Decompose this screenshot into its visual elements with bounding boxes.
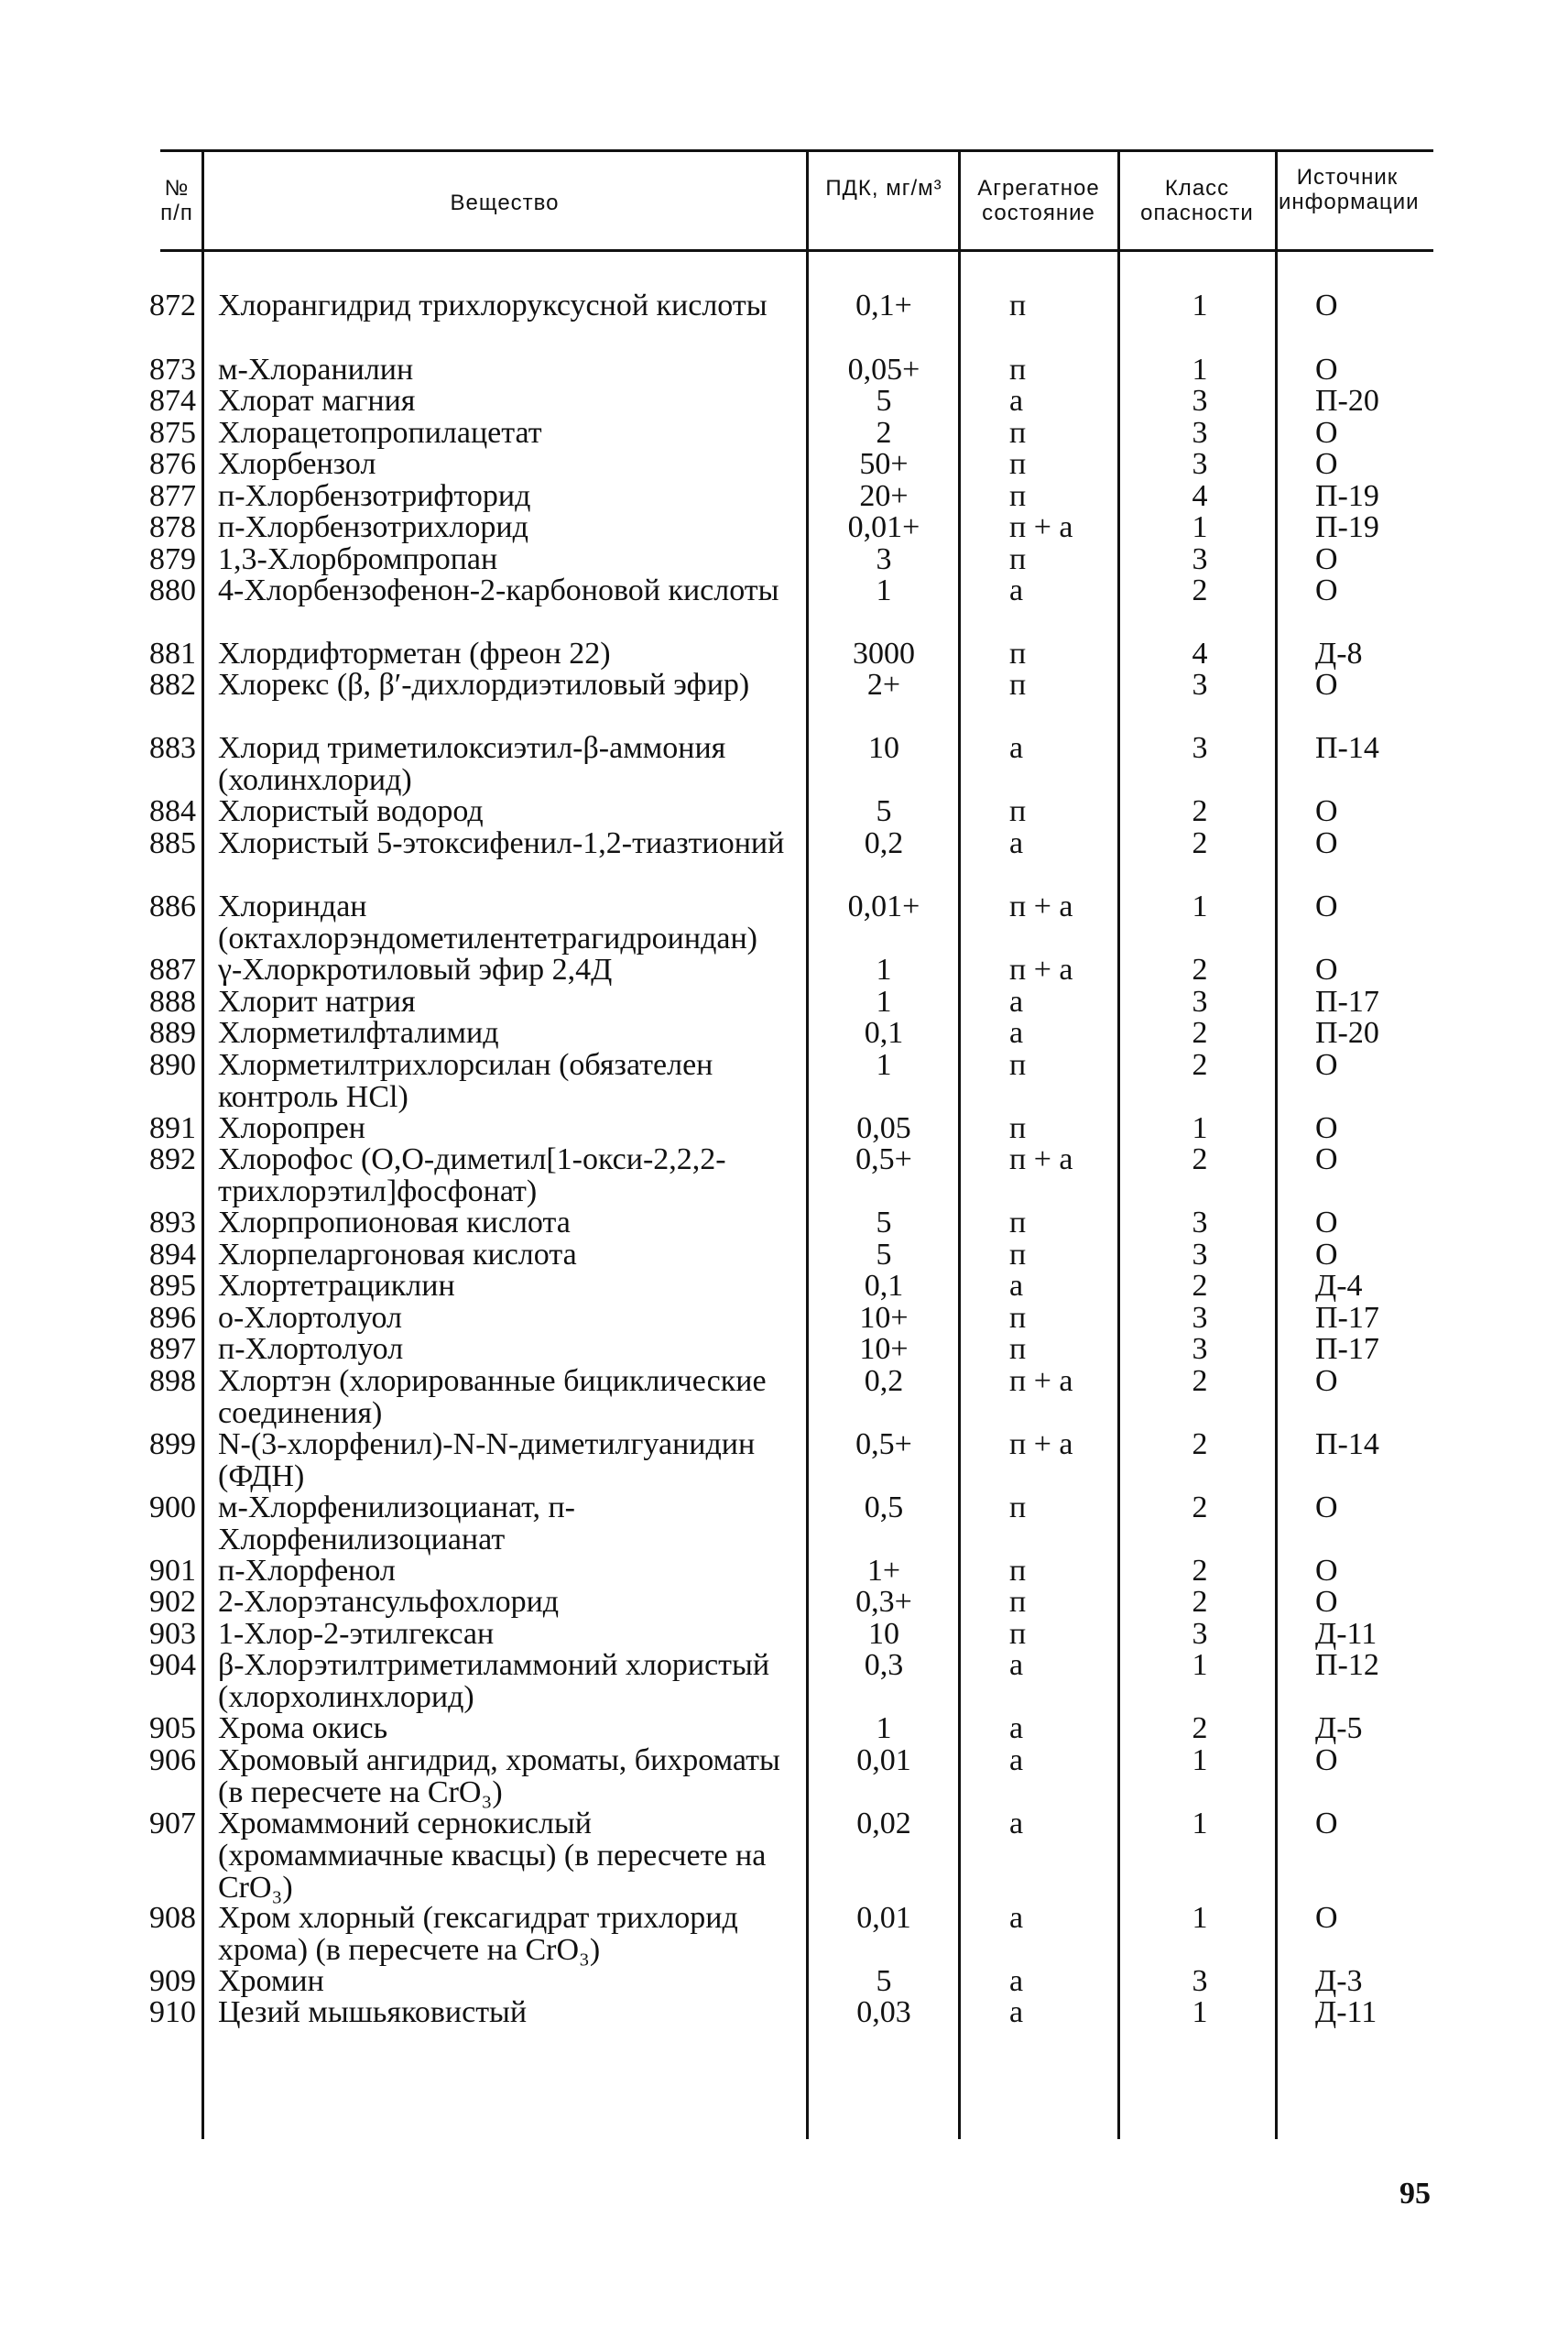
row-number: 888 (149, 985, 196, 1019)
hazard-class: 3 (1192, 1301, 1208, 1335)
substance-name: Цезий мышьяковистый (218, 1995, 528, 2029)
hazard-class: 2 (1192, 1711, 1208, 1745)
hazard-class: 2 (1192, 1048, 1208, 1082)
hazard-class: 3 (1192, 1617, 1208, 1651)
row-number: 874 (149, 384, 196, 418)
aggregate-state: а (1009, 1743, 1024, 1777)
substance-name: Хлорит натрия (218, 985, 416, 1019)
pdk-value: 50+ (859, 447, 909, 481)
info-source: П-14 (1315, 731, 1379, 765)
table-row (0, 289, 1568, 354)
pdk-value: 1 (876, 573, 892, 607)
info-source: О (1315, 416, 1338, 450)
aggregate-state: а (1009, 731, 1024, 765)
hazard-class: 3 (1192, 384, 1208, 418)
hazard-class: 1 (1192, 289, 1208, 322)
pdk-value: 3000 (853, 637, 915, 671)
substance-name: 4-Хлорбензофенон-2-карбоновой кислоты (218, 573, 779, 607)
substance-name: Хромаммоний сернокислый (хромаммиачные квасцы) (в пересчете на CrO₃) (218, 1807, 767, 1905)
pdk-value: 10+ (859, 1301, 909, 1335)
pdk-value: 0,1 (864, 1016, 904, 1050)
hazard-class: 1 (1192, 1901, 1208, 1935)
info-source: О (1315, 953, 1338, 987)
pdk-value: 0,01 (856, 1901, 911, 1935)
table-row (0, 986, 1568, 1018)
hazard-class: 3 (1192, 1332, 1208, 1366)
table-row (0, 669, 1568, 733)
substance-name: Хлорат магния (218, 384, 416, 418)
hazard-class: 3 (1192, 731, 1208, 765)
table-row (0, 1112, 1568, 1144)
info-source: О (1315, 1142, 1338, 1176)
substance-name: Хлорангидрид трихлоруксусной кислоты (218, 289, 768, 322)
aggregate-state: п (1009, 447, 1027, 481)
substance-name: Хлорметилфталимид (218, 1016, 499, 1050)
info-source: О (1315, 353, 1338, 387)
row-number: 898 (149, 1364, 196, 1398)
substance-name: Хлорид триметилоксиэтил-β-аммония (холинхлорид) (218, 731, 726, 797)
info-source: П-19 (1315, 479, 1379, 513)
row-number: 895 (149, 1269, 196, 1303)
pdk-value: 1+ (866, 1554, 901, 1588)
table-row (0, 1239, 1568, 1271)
table-row (0, 1744, 1568, 1808)
hazard-class: 4 (1192, 479, 1208, 513)
hazard-class: 3 (1192, 985, 1208, 1019)
info-source: О (1315, 826, 1338, 860)
aggregate-state: п + а (1009, 890, 1073, 923)
row-number: 905 (149, 1711, 196, 1745)
hazard-class: 3 (1192, 447, 1208, 481)
aggregate-state: п (1009, 542, 1027, 576)
aggregate-state: а (1009, 1016, 1024, 1050)
substance-name: Хлорацетопропилацетат (218, 416, 542, 450)
header-bottom-rule (160, 249, 1433, 252)
table-row (0, 638, 1568, 670)
pdk-value: 2 (876, 416, 892, 450)
row-number: 884 (149, 794, 196, 828)
pdk-value: 0,5+ (855, 1427, 912, 1461)
aggregate-state: п (1009, 637, 1027, 671)
table-row (0, 1302, 1568, 1334)
table-row (0, 1586, 1568, 1618)
row-number: 909 (149, 1964, 196, 1998)
pdk-value: 10 (868, 731, 899, 765)
row-number: 894 (149, 1238, 196, 1272)
hazard-class: 1 (1192, 1111, 1208, 1145)
info-source: О (1315, 1554, 1338, 1588)
table-row (0, 1491, 1568, 1556)
aggregate-state: п (1009, 416, 1027, 450)
info-source: О (1315, 1585, 1338, 1619)
info-source: О (1315, 1743, 1338, 1777)
hazard-class: 1 (1192, 1995, 1208, 2029)
hazard-class: 1 (1192, 353, 1208, 387)
substance-name: Хлористый водород (218, 794, 484, 828)
table-row (0, 1428, 1568, 1492)
hazard-class: 1 (1192, 510, 1208, 544)
info-source: П-12 (1315, 1648, 1379, 1682)
info-source: О (1315, 794, 1338, 828)
info-source: О (1315, 1491, 1338, 1524)
row-number: 899 (149, 1427, 196, 1461)
pdk-value: 0,01+ (847, 890, 920, 923)
info-source: О (1315, 542, 1338, 576)
info-source: Д-5 (1315, 1711, 1363, 1745)
info-source: О (1315, 1901, 1338, 1935)
header-source: Источник информации (1279, 165, 1420, 214)
pdk-value: 0,02 (856, 1807, 911, 1840)
substance-name: Хрома окись (218, 1711, 388, 1745)
hazard-class: 2 (1192, 826, 1208, 860)
info-source: О (1315, 1238, 1338, 1272)
row-number: 903 (149, 1617, 196, 1651)
aggregate-state: а (1009, 1269, 1024, 1303)
row-number: 907 (149, 1807, 196, 1840)
pdk-value: 0,03 (856, 1995, 911, 2029)
table-row (0, 1902, 1568, 1966)
info-source: О (1315, 289, 1338, 322)
hazard-class: 3 (1192, 1964, 1208, 1998)
substance-name: п-Хлорфенол (218, 1554, 396, 1588)
aggregate-state: а (1009, 1711, 1024, 1745)
row-number: 873 (149, 353, 196, 387)
hazard-class: 3 (1192, 668, 1208, 702)
aggregate-state: п (1009, 1301, 1027, 1335)
hazard-class: 2 (1192, 573, 1208, 607)
aggregate-state: а (1009, 1901, 1024, 1935)
aggregate-state: п (1009, 1332, 1027, 1366)
row-number: 889 (149, 1016, 196, 1050)
hazard-class: 1 (1192, 1807, 1208, 1840)
hazard-class: 2 (1192, 1554, 1208, 1588)
aggregate-state: п + а (1009, 953, 1073, 987)
substance-name: Хром хлорный (гексагидрат трихлорид хрома) (в пересчете на CrO₃) (218, 1901, 738, 1967)
substance-name: 2-Хлорэтансульфохлорид (218, 1585, 560, 1619)
page-number: 95 (1399, 2177, 1431, 2211)
info-source: П-17 (1315, 1301, 1379, 1335)
aggregate-state: а (1009, 573, 1024, 607)
hazard-class: 3 (1192, 1238, 1208, 1272)
substance-name: Хлорпропионовая кислота (218, 1206, 571, 1239)
info-source: О (1315, 1807, 1338, 1840)
pdk-value: 0,1 (864, 1269, 904, 1303)
aggregate-state: п + а (1009, 510, 1073, 544)
pdk-value: 5 (876, 384, 892, 418)
pdk-value: 5 (876, 1964, 892, 1998)
aggregate-state: а (1009, 1648, 1024, 1682)
row-number: 872 (149, 289, 196, 322)
substance-name: о-Хлортолуол (218, 1301, 402, 1335)
hazard-class: 2 (1192, 1491, 1208, 1524)
aggregate-state: п (1009, 1111, 1027, 1145)
row-number: 890 (149, 1048, 196, 1082)
substance-name: Хлортетрациклин (218, 1269, 455, 1303)
substance-name: N-(3-хлорфенил)-N-N-диметилгуанидин (ФДН) (218, 1427, 756, 1493)
pdk-value: 1 (876, 1711, 892, 1745)
aggregate-state: п (1009, 1491, 1027, 1524)
row-number: 880 (149, 573, 196, 607)
row-number: 882 (149, 668, 196, 702)
info-source: П-19 (1315, 510, 1379, 544)
pdk-value: 1 (876, 985, 892, 1019)
pdk-value: 20+ (859, 479, 909, 513)
aggregate-state: п (1009, 353, 1027, 387)
pdk-value: 0,2 (864, 826, 904, 860)
aggregate-state: а (1009, 384, 1024, 418)
row-number: 900 (149, 1491, 196, 1524)
table-row (0, 1649, 1568, 1713)
hazard-class: 2 (1192, 953, 1208, 987)
table-row (0, 827, 1568, 891)
table-row (0, 1270, 1568, 1302)
substance-name: Хлорметилтрихлорсилан (обязателен контроль HCl) (218, 1048, 713, 1114)
table-row (0, 795, 1568, 827)
aggregate-state: а (1009, 1964, 1024, 1998)
aggregate-state: а (1009, 826, 1024, 860)
substance-name: Хромин (218, 1964, 324, 1998)
info-source: П-17 (1315, 1332, 1379, 1366)
info-source: О (1315, 1111, 1338, 1145)
substance-name: Хлордифторметан (фреон 22) (218, 637, 611, 671)
aggregate-state: п (1009, 1554, 1027, 1588)
info-source: О (1315, 573, 1338, 607)
table-row (0, 417, 1568, 449)
pdk-value: 0,1+ (855, 289, 912, 322)
hazard-class: 2 (1192, 1142, 1208, 1176)
hazard-class: 2 (1192, 1269, 1208, 1303)
substance-name: Хлориндан (октахлорэндометилентетрагидроиндан) (218, 890, 757, 956)
pdk-value: 0,5 (864, 1491, 904, 1524)
row-number: 908 (149, 1901, 196, 1935)
table-row (0, 1996, 1568, 2028)
header-hazard: Класс опасности (1140, 176, 1254, 225)
pdk-value: 0,3+ (855, 1585, 912, 1619)
aggregate-state: а (1009, 1807, 1024, 1840)
hazard-class: 3 (1192, 542, 1208, 576)
row-number: 878 (149, 510, 196, 544)
pdk-value: 10 (868, 1617, 899, 1651)
aggregate-state: п (1009, 1238, 1027, 1272)
aggregate-state: п (1009, 794, 1027, 828)
info-source: О (1315, 447, 1338, 481)
table-row (0, 543, 1568, 575)
info-source: О (1315, 890, 1338, 923)
info-source: Д-3 (1315, 1964, 1363, 1998)
hazard-class: 4 (1192, 637, 1208, 671)
pdk-value: 10+ (859, 1332, 909, 1366)
info-source: П-20 (1315, 384, 1379, 418)
table-row (0, 1207, 1568, 1239)
row-number: 886 (149, 890, 196, 923)
hazard-class: 2 (1192, 1364, 1208, 1398)
row-number: 896 (149, 1301, 196, 1335)
pdk-value: 5 (876, 1238, 892, 1272)
row-number: 881 (149, 637, 196, 671)
aggregate-state: п (1009, 1206, 1027, 1239)
substance-name: п-Хлорбензотрифторид (218, 479, 531, 513)
hazard-class: 3 (1192, 1206, 1208, 1239)
aggregate-state: п (1009, 1585, 1027, 1619)
table-row (0, 1365, 1568, 1429)
hazard-class: 2 (1192, 1585, 1208, 1619)
row-number: 876 (149, 447, 196, 481)
hazard-class: 3 (1192, 416, 1208, 450)
table-row (0, 1143, 1568, 1207)
substance-name: Хромовый ангидрид, хроматы, бихроматы (в пересчете на CrO₃) (218, 1743, 780, 1809)
aggregate-state: п (1009, 1617, 1027, 1651)
info-source: О (1315, 1206, 1338, 1239)
table-row (0, 954, 1568, 986)
row-number: 910 (149, 1995, 196, 2029)
pdk-value: 5 (876, 1206, 892, 1239)
header-state: Агрегатное состояние (977, 176, 1100, 225)
pdk-value: 2+ (866, 668, 901, 702)
table-row (0, 480, 1568, 512)
substance-name: п-Хлортолуол (218, 1332, 404, 1366)
substance-name: Хлорофос (О,О-диметил[1-окси-2,2,2-трихлорэтил]фосфонат) (218, 1142, 726, 1208)
pdk-value: 3 (876, 542, 892, 576)
table-row (0, 354, 1568, 386)
substance-name: Хлортэн (хлорированные бициклические соединения) (218, 1364, 767, 1430)
aggregate-state: п (1009, 668, 1027, 702)
substance-name: 1-Хлор-2-этилгексан (218, 1617, 495, 1651)
row-number: 904 (149, 1648, 196, 1682)
substance-name: Хлорекс (β, β′-дихлордиэтиловый эфир) (218, 668, 750, 702)
pdk-value: 0,05 (856, 1111, 911, 1145)
aggregate-state: п (1009, 289, 1027, 322)
aggregate-state: а (1009, 985, 1024, 1019)
substance-name: м-Хлоранилин (218, 353, 414, 387)
row-number: 901 (149, 1554, 196, 1588)
info-source: Д-8 (1315, 637, 1363, 671)
hazard-class: 2 (1192, 1427, 1208, 1461)
row-number: 891 (149, 1111, 196, 1145)
table-row (0, 1049, 1568, 1113)
table-row (0, 1712, 1568, 1744)
header-substance: Вещество (450, 191, 560, 215)
row-number: 897 (149, 1332, 196, 1366)
hazard-class: 2 (1192, 1016, 1208, 1050)
row-number: 892 (149, 1142, 196, 1176)
aggregate-state: п (1009, 479, 1027, 513)
table-row (0, 448, 1568, 480)
aggregate-state: п + а (1009, 1427, 1073, 1461)
row-number: 879 (149, 542, 196, 576)
substance-name: Хлористый 5-этоксифенил-1,2-тиазтионий (218, 826, 785, 860)
info-source: П-17 (1315, 985, 1379, 1019)
row-number: 885 (149, 826, 196, 860)
aggregate-state: п (1009, 1048, 1027, 1082)
row-number: 893 (149, 1206, 196, 1239)
info-source: О (1315, 668, 1338, 702)
table-row (0, 1017, 1568, 1049)
table-row (0, 732, 1568, 796)
substance-name: Хлорбензол (218, 447, 376, 481)
pdk-value: 0,3 (864, 1648, 904, 1682)
header-num: № п/п (160, 176, 193, 225)
aggregate-state: а (1009, 1995, 1024, 2029)
info-source: П-20 (1315, 1016, 1379, 1050)
substance-name: γ-Хлоркротиловый эфир 2,4Д (218, 953, 613, 987)
substance-name: β-Хлорэтилтриметиламмоний хлористый (хлорхолинхлорид) (218, 1648, 770, 1714)
info-source: Д-11 (1315, 1995, 1377, 2029)
table-row (0, 1965, 1568, 1997)
row-number: 887 (149, 953, 196, 987)
pdk-value: 1 (876, 953, 892, 987)
substance-name: 1,3-Хлорбромпропан (218, 542, 498, 576)
info-source: Д-4 (1315, 1269, 1363, 1303)
info-source: П-14 (1315, 1427, 1379, 1461)
pdk-value: 0,2 (864, 1364, 904, 1398)
table-row (0, 1807, 1568, 1904)
info-source: Д-11 (1315, 1617, 1377, 1651)
row-number: 875 (149, 416, 196, 450)
row-number: 877 (149, 479, 196, 513)
header-pdk: ПДК, мг/м³ (825, 176, 942, 201)
pdk-value: 0,01+ (847, 510, 920, 544)
table-row (0, 890, 1568, 955)
hazard-class: 1 (1192, 1743, 1208, 1777)
substance-name: Хлорпеларгоновая кислота (218, 1238, 577, 1272)
table-row (0, 511, 1568, 543)
table-row (0, 1618, 1568, 1650)
pdk-value: 0,05+ (847, 353, 920, 387)
table-row (0, 385, 1568, 417)
table-top-rule (160, 149, 1433, 152)
row-number: 906 (149, 1743, 196, 1777)
row-number: 902 (149, 1585, 196, 1619)
pdk-value: 1 (876, 1048, 892, 1082)
table-row (0, 1555, 1568, 1587)
table-row (0, 574, 1568, 639)
substance-name: м-Хлорфенилизоцианат, п-Хлорфенилизоцианат (218, 1491, 575, 1556)
hazard-class: 1 (1192, 890, 1208, 923)
info-source: О (1315, 1364, 1338, 1398)
hazard-class: 2 (1192, 794, 1208, 828)
table-row (0, 1333, 1568, 1365)
pdk-value: 0,5+ (855, 1142, 912, 1176)
aggregate-state: п + а (1009, 1364, 1073, 1398)
info-source: О (1315, 1048, 1338, 1082)
hazard-class: 1 (1192, 1648, 1208, 1682)
substance-name: Хлоропрен (218, 1111, 366, 1145)
pdk-value: 0,01 (856, 1743, 911, 1777)
row-number: 883 (149, 731, 196, 765)
substance-name: п-Хлорбензотрихлорид (218, 510, 528, 544)
aggregate-state: п + а (1009, 1142, 1073, 1176)
pdk-value: 5 (876, 794, 892, 828)
